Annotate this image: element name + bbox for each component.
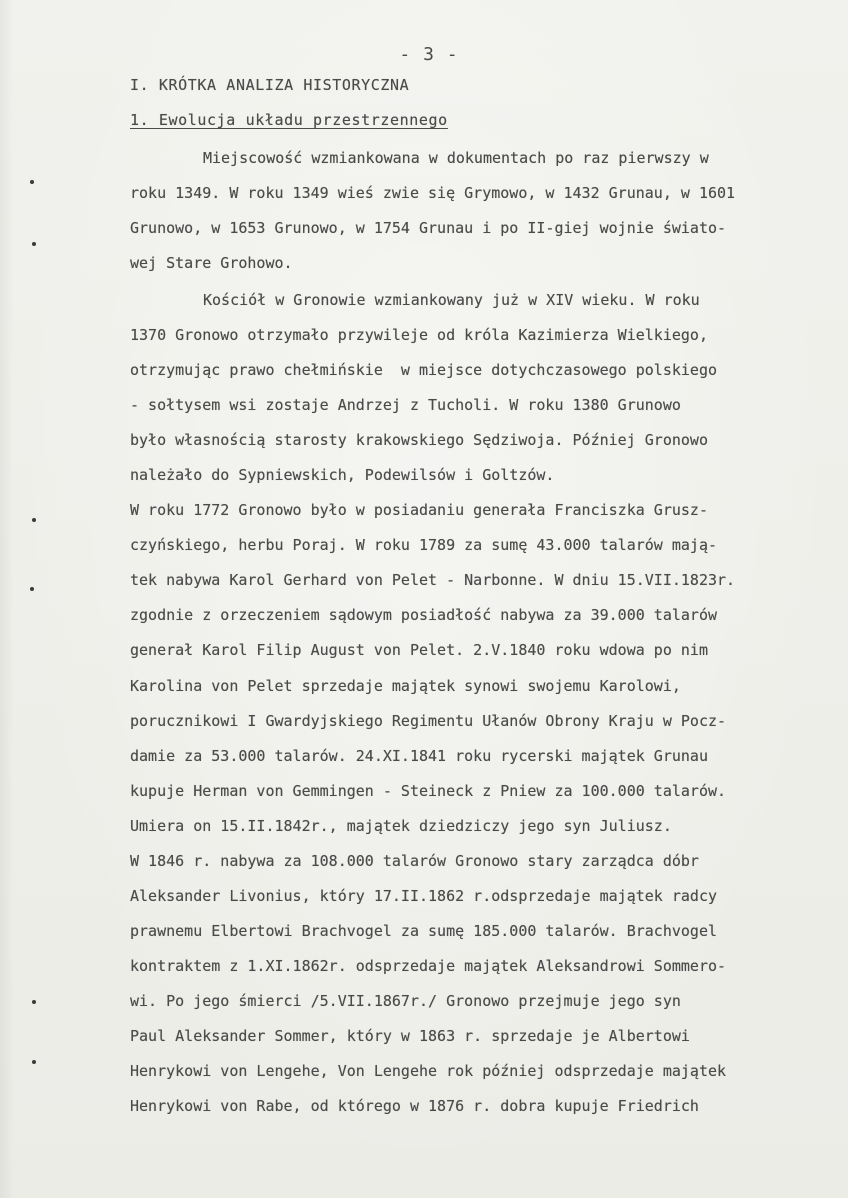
text-line: - sołtysem wsi zostaje Andrzej z Tucholi. W roku 1380 Grunowo	[130, 396, 681, 414]
margin-dot	[32, 518, 36, 522]
text-line: Henrykowi von Lengehe, Von Lengehe rok później odsprzedaje majątek	[130, 1062, 727, 1080]
text-line: Umiera on 15.II.1842r., majątek dziedziczy jego syn Juliusz.	[130, 817, 672, 835]
text-line: należało do Sypniewskich, Podewilsów i Goltzów.	[130, 466, 555, 484]
text-line: tek nabywa Karol Gerhard von Pelet - Narbonne. W dniu 15.VII.1823r.	[130, 571, 736, 589]
margin-dot	[32, 1000, 36, 1004]
text-line: kontraktem z 1.XI.1862r. odsprzedaje majątek Aleksandrowi Sommero-	[130, 957, 727, 975]
subsection-heading: 1. Ewolucja układu przestrzennego	[130, 111, 448, 129]
text-line: W 1846 r. nabywa za 108.000 talarów Gronowo stary zarządca dóbr	[130, 852, 699, 870]
page-edge-shadow	[0, 0, 14, 1198]
margin-dot	[32, 1060, 36, 1064]
text-line: Karolina von Pelet sprzedaje majątek synowi swojemu Karolowi,	[130, 677, 681, 695]
page-number: - 3 -	[399, 44, 459, 65]
text-line: Miejscowość wzmiankowana w dokumentach po raz pierwszy w	[203, 149, 709, 167]
text-line: otrzymując prawo chełmińskie w miejsce dotychczasowego polskiego	[130, 361, 717, 379]
text-line: wi. Po jego śmierci /5.VII.1867r./ Gronowo przejmuje jego syn	[130, 992, 681, 1010]
text-line: Kościół w Gronowie wzmiankowany już w XIV wieku. W roku	[203, 291, 700, 309]
text-line: 1370 Gronowo otrzymało przywileje od króla Kazimierza Wielkiego,	[130, 326, 708, 344]
text-line: Henrykowi von Rabe, od którego w 1876 r. dobra kupuje Friedrich	[130, 1097, 699, 1115]
margin-dot	[30, 587, 34, 591]
text-line: roku 1349. W roku 1349 wieś zwie się Grymowo, w 1432 Grunau, w 1601	[130, 184, 736, 202]
text-line: zgodnie z orzeczeniem sądowym posiadłość nabywa za 39.000 talarów	[130, 606, 717, 624]
margin-dot	[30, 180, 34, 184]
text-line: Paul Aleksander Sommer, który w 1863 r. sprzedaje je Albertowi	[130, 1027, 690, 1045]
section-heading: I. KRÓTKA ANALIZA HISTORYCZNA	[130, 76, 410, 94]
text-line: kupuje Herman von Gemmingen - Steineck z Pniew za 100.000 talarów.	[130, 782, 727, 800]
text-line: porucznikowi I Gwardyjskiego Regimentu Ułanów Obrony Kraju w Pocz-	[130, 712, 727, 730]
text-line: Aleksander Livonius, który 17.II.1862 r.odsprzedaje majątek radcy	[130, 887, 717, 905]
text-line: prawnemu Elbertowi Brachvogel za sumę 185.000 talarów. Brachvogel	[130, 922, 717, 940]
text-line: Grunowo, w 1653 Grunowo, w 1754 Grunau i po II-giej wojnie świato-	[130, 219, 727, 237]
text-line: damie za 53.000 talarów. 24.XI.1841 roku rycerski majątek Grunau	[130, 747, 708, 765]
text-line: generał Karol Filip August von Pelet. 2.V.1840 roku wdowa po nim	[130, 641, 708, 659]
text-line: wej Stare Grohowo.	[130, 254, 293, 272]
text-line: było własnością starosty krakowskiego Sędziwoja. Później Gronowo	[130, 431, 708, 449]
text-line: W roku 1772 Gronowo było w posiadaniu generała Franciszka Grusz-	[130, 501, 708, 519]
margin-dot	[32, 242, 36, 246]
text-line: czyńskiego, herbu Poraj. W roku 1789 za sumę 43.000 talarów mają-	[130, 536, 717, 554]
